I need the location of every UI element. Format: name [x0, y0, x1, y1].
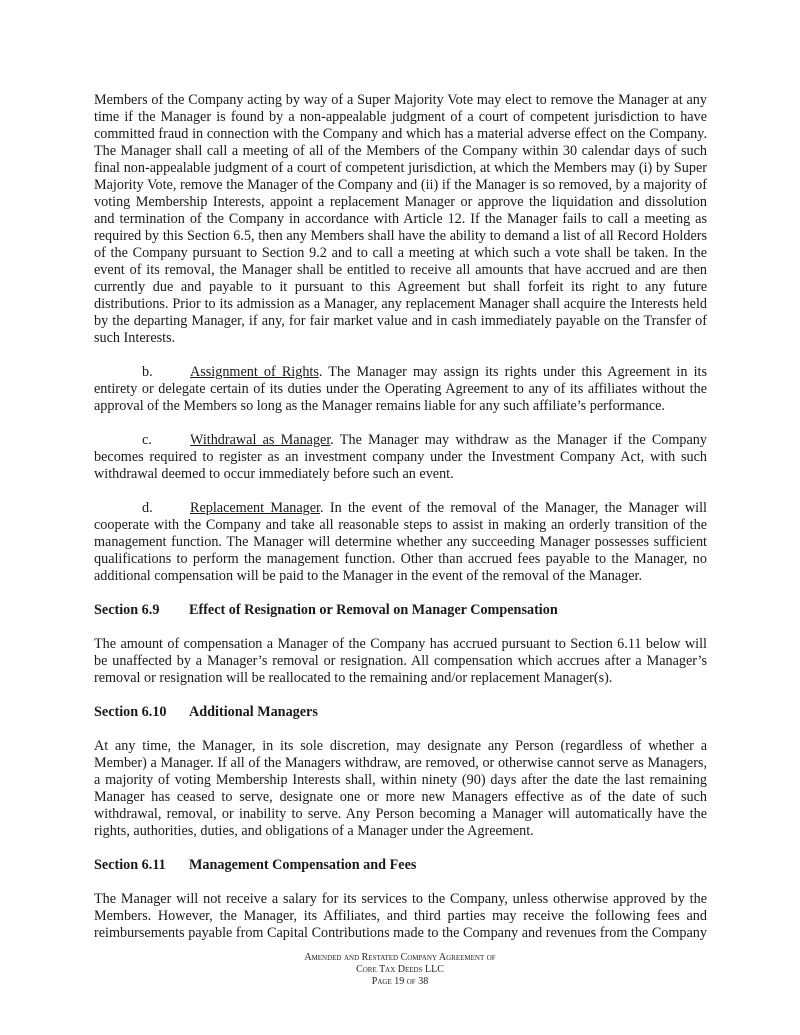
- footer-agreement-title: Amended and Restated Company Agreement of: [304, 952, 496, 963]
- section-6-10-body: At any time, the Manager, in its sole discretion, may designate any Person (regardless of whether a Member) a Manager. If all of the Managers withdraw, are removed, or otherwise cannot serve as Managers, a majority of voting Membership Interests shall, within ninety (90) days after the date the last remaining Manager has ceased to serve, designate one or more new Managers effective as of the date of such withdrawal, removal, or inability to serve. Any Person becoming a Manager will automatically have the rights, authorities, duties, and obligations of a Manager under the Agreement.: [94, 738, 707, 839]
- footer-page-number: Page 19 of 38: [371, 976, 429, 987]
- subsection-text: . The Manager may assign its rights under this Agreement in its entirety or delegate certain of its duties under the Operating Agreement to any of its affiliates without the approval of the Members so long as the Manager remains liable for any such affiliate’s performance.: [94, 364, 707, 414]
- footer-company-name: Core Tax Deeds LLC: [356, 964, 444, 975]
- section-title: Management Compensation and Fees: [189, 857, 417, 873]
- section-6-9-body: The amount of compensation a Manager of the Company has accrued pursuant to Section 6.11 below will be unaffected by a Manager’s removal or resignation. All compensation which accrues after a Manager’s removal or resignation will be reallocated to the remaining and/or replacement Manager(s).: [94, 636, 707, 686]
- subsection-c: [94, 432, 707, 483]
- subsection-title: Assignment of Rights: [190, 364, 319, 380]
- subsection-letter: b.: [142, 364, 153, 380]
- opening-paragraph: Members of the Company acting by way of a Super Majority Vote may elect to remove the Manager at any time if the Manager is found by a non-appealable judgment of a court of competent jurisdiction to have committed fraud in connection with the Company and which has a material adverse effect on the Company. The Manager shall call a meeting of all of the Members of the Company within 30 calendar days of such final non-appealable judgment of a court of competent jurisdiction, at which the Members may (i) by Super Majority Vote, remove the Manager of the Company and (ii) if the Manager is so removed, by a majority of voting Membership Interests, appoint a replacement Manager or approve the liquidation and dissolution and termination of the Company in accordance with Article 12. If the Manager fails to call a meeting as required by this Section 6.5, then any Members shall have the ability to demand a list of all Record Holders of the Company pursuant to Section 9.2 and to call a meeting at which such a vote shall be taken. In the event of its removal, the Manager shall be entitled to receive all amounts that have accrued and are then currently due and payable to it pursuant to this Agreement but shall forfeit its right to any future distributions. Prior to its admission as a Manager, any replacement Manager shall acquire the Interests held by the departing Manager, if any, for fair market value and in cash immediately payable on the Transfer of such Interests.: [94, 92, 707, 346]
- subsection-title: Replacement Manager: [190, 500, 320, 516]
- section-number: Section 6.10: [94, 704, 167, 720]
- document-page: [94, 92, 707, 942]
- subsection-title: Withdrawal as Manager: [190, 432, 331, 448]
- subsection-letter: d.: [142, 500, 153, 516]
- section-number: Section 6.11: [94, 857, 166, 873]
- section-title: Effect of Resignation or Removal on Manager Compensation: [189, 602, 558, 618]
- section-title: Additional Managers: [189, 704, 318, 720]
- section-6-11-heading: [94, 857, 707, 874]
- subsection-letter: c.: [142, 432, 152, 448]
- subsection-d: [94, 500, 707, 585]
- subsection-text: . The Manager may withdraw as the Manager if the Company becomes required to register as an investment company under the Investment Company Act, with such withdrawal deemed to occur immediately before such an event.: [94, 432, 707, 482]
- subsection-b: [94, 364, 707, 415]
- section-6-11-body: The Manager will not receive a salary for its services to the Company, unless otherwise approved by the Members. However, the Manager, its Affiliates, and third parties may receive the following fees and reimbursements payable from Capital Contributions made to the Company and revenues from the Company: [94, 891, 707, 941]
- subsection-text: . In the event of the removal of the Manager, the Manager will cooperate with the Company and take all reasonable steps to assist in making an orderly transition of the management function. The Manager will determine whether any succeeding Manager possesses sufficient qualifications to perform the management function. Other than accrued fees payable to the Manager, no additional compensation will be paid to the Manager in the event of the removal of the Manager.: [94, 500, 707, 584]
- section-6-10-heading: [94, 704, 707, 721]
- page-footer: [0, 952, 800, 988]
- section-number: Section 6.9: [94, 602, 160, 618]
- section-6-9-heading: [94, 602, 707, 619]
